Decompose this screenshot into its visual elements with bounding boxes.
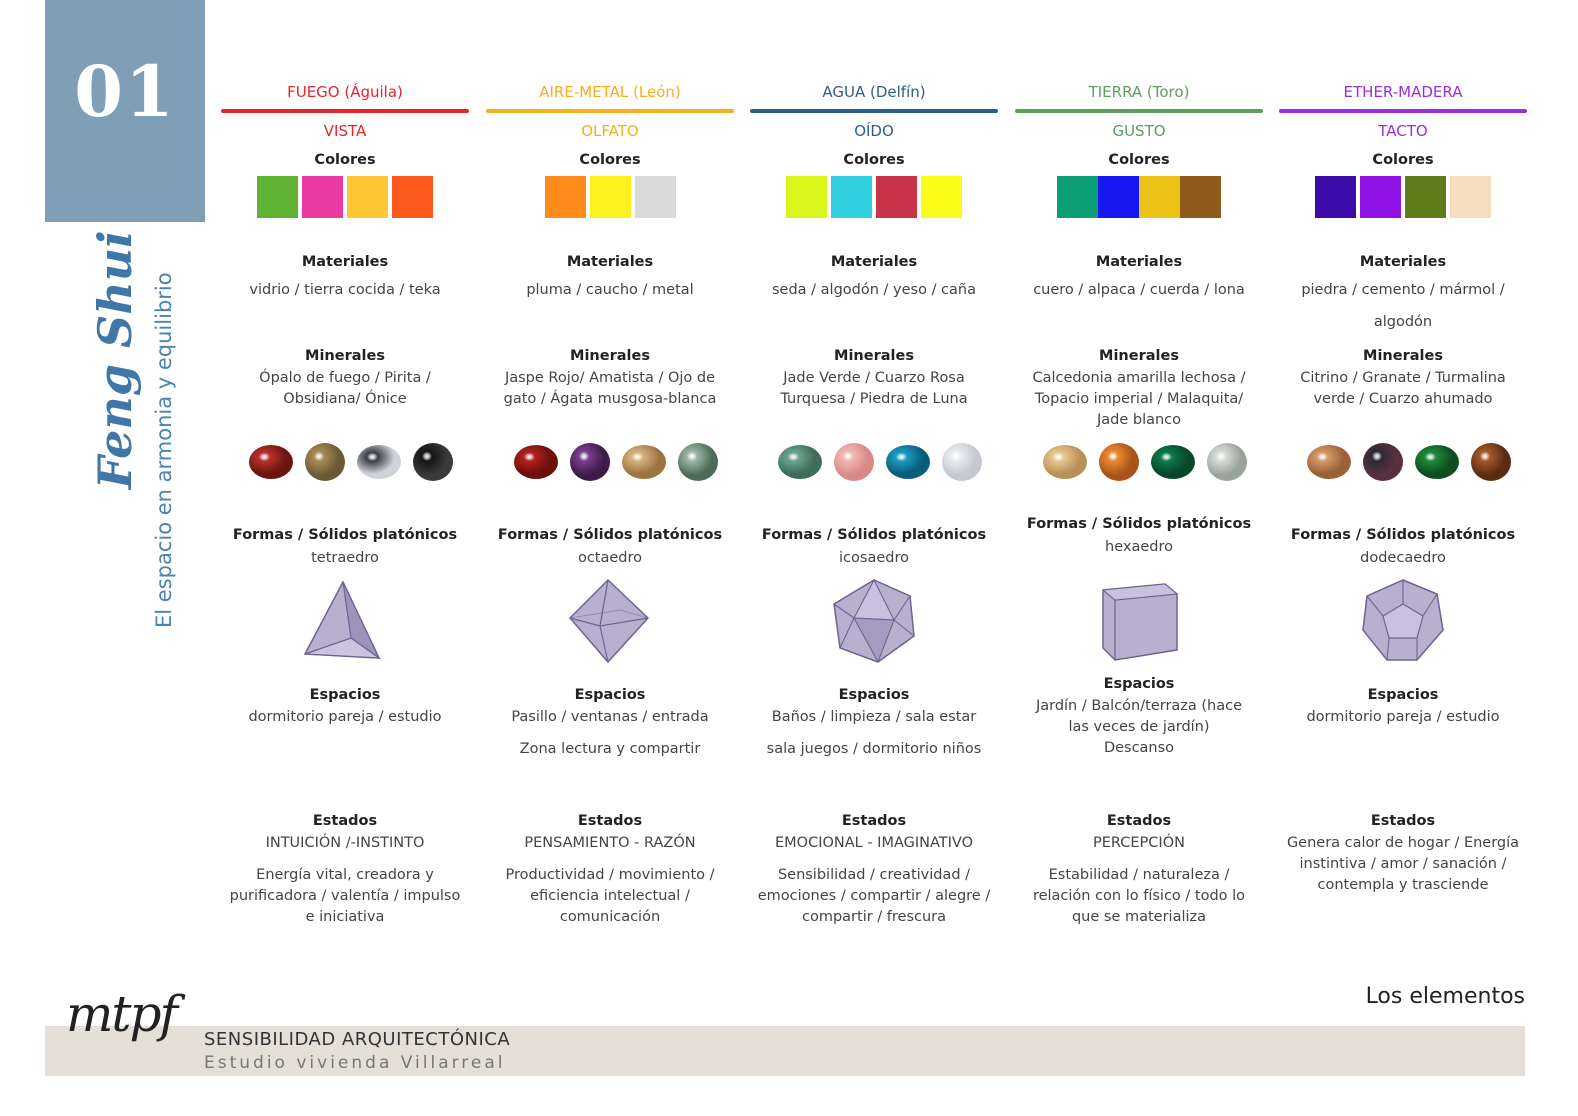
- minerales-text: Ópalo de fuego / Pirita / Obsidiana/ Ónice: [259, 370, 431, 407]
- mineral-stone: [1415, 445, 1459, 479]
- color-swatch: [921, 176, 962, 218]
- mineral-stone: [1099, 443, 1139, 481]
- mineral-stone: [1363, 443, 1403, 481]
- platonic-solid-icosaedro: [824, 578, 924, 664]
- estados-label: Estados: [577, 813, 643, 829]
- page-subtitle: El espacio en armonia y equilibrio: [152, 272, 176, 628]
- materiales-label: Materiales: [1095, 254, 1183, 270]
- materiales-label: Materiales: [1359, 254, 1447, 270]
- espacios-label: Espacios: [838, 687, 910, 703]
- materiales-text: vidrio / tierra cocida / teka: [249, 282, 441, 298]
- color-swatch: [1405, 176, 1446, 218]
- element-color-bar: [1279, 109, 1527, 113]
- color-swatch: [1360, 176, 1401, 218]
- materiales-label: Materiales: [830, 254, 918, 270]
- espacios-text: Pasillo / ventanas / entrada: [511, 709, 709, 725]
- colores-label: Colores: [1372, 152, 1434, 168]
- formas-label: Formas / Sólidos platónicos: [1026, 516, 1252, 532]
- section-title: Los elementos: [1365, 984, 1525, 1009]
- espacios-label: Espacios: [1103, 676, 1175, 692]
- mineral-stones: [221, 432, 469, 488]
- formas-label: Formas / Sólidos platónicos: [1290, 527, 1516, 543]
- color-swatches: [486, 176, 734, 218]
- mineral-stone: [1043, 445, 1087, 479]
- estado-text: PERCEPCIÓN: [1093, 835, 1185, 851]
- color-swatch: [1315, 176, 1356, 218]
- mineral-stones: [1279, 432, 1527, 488]
- forma-text: icosaedro: [839, 550, 909, 566]
- estado-description: Energía vital, creadora y purificadora / valentía / impulso e iniciativa: [229, 867, 461, 925]
- color-swatches: [750, 176, 998, 218]
- element-name: TIERRA (Toro): [1088, 83, 1190, 101]
- platonic-solid-hexaedro: [1089, 578, 1189, 664]
- estados-label: Estados: [1106, 813, 1172, 829]
- forma-text: hexaedro: [1105, 539, 1173, 555]
- mineral-stone: [886, 445, 930, 479]
- element-column: [221, 82, 469, 942]
- materiales-text: pluma / caucho / metal: [526, 282, 694, 298]
- formas-label: Formas / Sólidos platónicos: [497, 527, 723, 543]
- element-color-bar: [1015, 109, 1263, 113]
- materiales-label: Materiales: [301, 254, 389, 270]
- color-swatches: [221, 176, 469, 218]
- minerales-text: Citrino / Granate / Turmalina verde / Cuarzo ahumado: [1300, 370, 1506, 407]
- color-swatch: [1098, 176, 1139, 218]
- element-column: [1279, 82, 1527, 942]
- colores-label: Colores: [314, 152, 376, 168]
- minerales-label: Minerales: [1099, 348, 1179, 364]
- colores-label: Colores: [843, 152, 905, 168]
- minerales-label: Minerales: [834, 348, 914, 364]
- espacios-text: dormitorio pareja / estudio: [1306, 709, 1500, 725]
- color-swatch: [1139, 176, 1180, 218]
- mineral-stone: [1151, 445, 1195, 479]
- mineral-stone: [622, 445, 666, 479]
- mineral-stone: [1207, 443, 1247, 481]
- minerales-label: Minerales: [305, 348, 385, 364]
- element-sense: OÍDO: [854, 122, 894, 140]
- mineral-stone: [778, 445, 822, 479]
- element-color-bar: [486, 109, 734, 113]
- estados-label: Estados: [312, 813, 378, 829]
- espacios-text: dormitorio pareja / estudio: [248, 709, 442, 725]
- espacios-text: Baños / limpieza / sala estar: [771, 709, 977, 725]
- colores-label: Colores: [579, 152, 641, 168]
- minerales-label: Minerales: [570, 348, 650, 364]
- minerales-label: Minerales: [1363, 348, 1443, 364]
- mineral-stones: [750, 432, 998, 488]
- estado-description: Productividad / movimiento / eficiencia intelectual / comunicación: [505, 867, 715, 925]
- logo: mtpf: [66, 985, 177, 1043]
- estado-text: EMOCIONAL - IMAGINATIVO: [774, 835, 973, 851]
- forma-text: octaedro: [577, 550, 643, 566]
- minerales-text: Jade Verde / Cuarzo Rosa Turquesa / Piedra de Luna: [780, 370, 968, 407]
- element-sense: VISTA: [323, 122, 367, 140]
- espacios-label: Espacios: [574, 687, 646, 703]
- mineral-stone: [1471, 443, 1511, 481]
- color-swatches: [1015, 176, 1263, 218]
- color-swatch: [1057, 176, 1098, 218]
- element-name: FUEGO (Águila): [287, 83, 403, 101]
- formas-label: Formas / Sólidos platónicos: [232, 527, 458, 543]
- color-swatch: [257, 176, 298, 218]
- forma-text: tetraedro: [311, 550, 379, 566]
- element-column: [486, 82, 734, 942]
- color-swatch: [392, 176, 433, 218]
- page-title: Feng Shui: [88, 230, 142, 489]
- mineral-stone: [1307, 445, 1351, 479]
- minerales-text: Jaspe Rojo/ Amatista / Ojo de gato / Ágata musgosa-blanca: [503, 370, 717, 407]
- color-swatch: [786, 176, 827, 218]
- materiales-text: seda / algodón / yeso / caña: [772, 282, 976, 298]
- element-name: AIRE-METAL (León): [539, 83, 681, 101]
- estado-description: Estabilidad / naturaleza / relación con lo físico / todo lo que se materializa: [1032, 867, 1246, 925]
- platonic-solid-octaedro: [560, 578, 660, 664]
- estados-label: Estados: [1370, 813, 1436, 829]
- platonic-solid-dodecaedro: [1353, 578, 1453, 664]
- element-color-bar: [750, 109, 998, 113]
- mineral-stone: [514, 445, 558, 479]
- platonic-solid-tetraedro: [295, 578, 395, 664]
- mineral-stone: [834, 443, 874, 481]
- formas-label: Formas / Sólidos platónicos: [761, 527, 987, 543]
- materiales-text: cuero / alpaca / cuerda / lona: [1033, 282, 1245, 298]
- color-swatch: [1180, 176, 1221, 218]
- estado-description: Sensibilidad / creatividad / emociones / compartir / alegre / compartir / frescura: [757, 867, 991, 925]
- element-name: AGUA (Delfín): [822, 83, 926, 101]
- element-color-bar: [221, 109, 469, 113]
- materiales-label: Materiales: [566, 254, 654, 270]
- color-swatch: [590, 176, 631, 218]
- element-sense: OLFATO: [581, 122, 639, 140]
- color-swatch: [347, 176, 388, 218]
- estado-text: INTUICIÓN /-INSTINTO: [265, 835, 425, 851]
- color-swatch: [545, 176, 586, 218]
- color-swatch: [635, 176, 676, 218]
- mineral-stone: [305, 443, 345, 481]
- color-swatch: [876, 176, 917, 218]
- minerales-text: Calcedonia amarilla lechosa / Topacio imperial / Malaquita/ Jade blanco: [1032, 370, 1246, 428]
- materiales-text: piedra / cemento / mármol / algodón: [1301, 282, 1505, 330]
- forma-text: dodecaedro: [1360, 550, 1446, 566]
- mineral-stone: [249, 445, 293, 479]
- estados-label: Estados: [841, 813, 907, 829]
- espacios-text-2: Zona lectura y compartir: [519, 741, 701, 757]
- mineral-stones: [486, 432, 734, 488]
- mineral-stone: [942, 443, 982, 481]
- mineral-stone: [413, 443, 453, 481]
- page-number: 01: [74, 50, 176, 133]
- element-column: [1015, 82, 1263, 942]
- espacios-label: Espacios: [1367, 687, 1439, 703]
- color-swatch: [302, 176, 343, 218]
- color-swatch: [1450, 176, 1491, 218]
- element-sense: TACTO: [1378, 122, 1428, 140]
- colores-label: Colores: [1108, 152, 1170, 168]
- estado-text: PENSAMIENTO - RAZÓN: [524, 835, 696, 851]
- mineral-stone: [678, 443, 718, 481]
- mineral-stone: [357, 445, 401, 479]
- element-column: [750, 82, 998, 942]
- espacios-text-2: sala juegos / dormitorio niños: [766, 741, 982, 757]
- espacios-label: Espacios: [309, 687, 381, 703]
- element-sense: GUSTO: [1112, 122, 1166, 140]
- element-name: ETHER-MADERA: [1343, 83, 1463, 101]
- footer-line-1: SENSIBILIDAD ARQUITECTÓNICA: [204, 1029, 511, 1050]
- page-number-box: [45, 0, 205, 222]
- color-swatch: [831, 176, 872, 218]
- mineral-stone: [570, 443, 610, 481]
- espacios-text: Jardín / Balcón/terraza (hace las veces de jardín) Descanso: [1035, 698, 1243, 756]
- estado-description: Genera calor de hogar / Energía instintiva / amor / sanación / contempla y trasciende: [1286, 835, 1520, 893]
- color-swatches: [1279, 176, 1527, 218]
- footer-line-2: Estudio vivienda Villarreal: [204, 1053, 506, 1073]
- mineral-stones: [1015, 432, 1263, 488]
